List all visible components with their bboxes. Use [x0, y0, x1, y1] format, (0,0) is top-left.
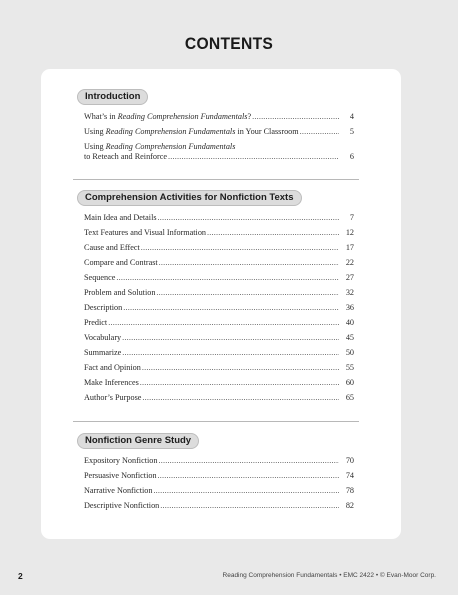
toc-entry [84, 501, 354, 516]
toc-entry [84, 378, 354, 393]
toc-entry [84, 393, 354, 408]
entry-title [84, 378, 139, 388]
toc-entry [84, 243, 354, 258]
dot-leader [168, 152, 339, 162]
toc-entry [84, 348, 354, 363]
page-number: 2 [18, 571, 23, 581]
entry-title-text: Using [84, 142, 106, 151]
entry-title [84, 258, 158, 268]
entry-title-text: Vocabulary [84, 333, 122, 342]
entry-title-text: Using [84, 127, 106, 136]
section-heading: Comprehension Activities for Nonfiction Texts [77, 190, 302, 206]
entry-title-text: Fact and Opinion [84, 363, 141, 372]
entry-title [84, 273, 115, 283]
entry-title [84, 243, 140, 253]
dot-leader [141, 243, 339, 253]
entry-title-text: Predict [84, 318, 108, 327]
toc-entry [84, 213, 354, 228]
dot-leader [158, 213, 339, 223]
entry-title-text: Text Features and Visual Information [84, 228, 207, 237]
entry-page-number: 45 [345, 333, 354, 342]
entry-title-text: Compare and Contrast [84, 258, 158, 267]
entry-title-text: in Your Classroom [235, 127, 299, 136]
toc-entry [84, 318, 354, 333]
entry-page-number: 17 [345, 243, 354, 252]
entry-title-text: Expository Nonfiction [84, 456, 158, 465]
entry-page-number: 5 [349, 127, 354, 136]
entry-title-text: What’s in [84, 112, 118, 121]
entry-page-number: 55 [345, 363, 354, 372]
toc-entry [84, 333, 354, 348]
entry-title-text: ? [247, 112, 252, 121]
dot-leader [122, 333, 339, 343]
entry-page-number: 36 [345, 303, 354, 312]
dot-leader [140, 378, 339, 388]
toc-entry [84, 486, 354, 501]
entry-title [84, 471, 157, 481]
entry-list [84, 213, 354, 408]
entry-page-number: 6 [349, 152, 354, 161]
entry-title-text: Main Idea and Details [84, 213, 157, 222]
toc-entry [84, 456, 354, 471]
toc-entry [84, 127, 354, 142]
entry-title-text: Problem and Solution [84, 288, 156, 297]
dot-leader [108, 318, 339, 328]
toc-entry [84, 258, 354, 273]
entry-page-number: 65 [345, 393, 354, 402]
entry-page-number: 27 [345, 273, 354, 282]
entry-title [84, 486, 152, 496]
entry-title-text: Descriptive Nonfiction [84, 501, 160, 510]
entry-title [84, 318, 107, 328]
page-title: CONTENTS [184, 34, 274, 53]
dot-leader [158, 471, 339, 481]
entry-title [84, 333, 121, 343]
entry-title-text: Make Inferences [84, 378, 139, 387]
dot-leader [122, 348, 339, 358]
entry-page-number: 82 [345, 501, 354, 510]
section-heading: Nonfiction Genre Study [77, 433, 199, 449]
dot-leader [156, 288, 339, 298]
entry-title-text: Author’s Purpose [84, 393, 142, 402]
entry-title-italic: Reading Comprehension Fundamentals [105, 127, 236, 136]
dot-leader [153, 486, 339, 496]
entry-page-number: 7 [349, 213, 354, 222]
entry-page-number: 60 [345, 378, 354, 387]
section-divider [73, 421, 359, 422]
entry-page-number: 32 [345, 288, 354, 297]
entry-page-number: 12 [345, 228, 354, 237]
toc-entry [84, 363, 354, 378]
entry-list [84, 456, 354, 516]
section-divider [73, 179, 359, 180]
entry-list [84, 112, 354, 167]
entry-title [84, 127, 299, 137]
dot-leader [160, 501, 339, 511]
entry-page-number: 40 [345, 318, 354, 327]
entry-title-text: Persuasive Nonfiction [84, 471, 157, 480]
entry-page-number: 70 [345, 456, 354, 465]
toc-entry [84, 273, 354, 288]
contents-card [41, 69, 401, 539]
dot-leader [300, 127, 339, 137]
footer-credit: Reading Comprehension Fundamentals • EMC 2422 • © Evan-Moor Corp. [222, 572, 436, 579]
dot-leader [123, 303, 339, 313]
toc-entry [84, 288, 354, 303]
entry-title [84, 228, 206, 238]
dot-leader [252, 112, 339, 122]
dot-leader [142, 393, 339, 403]
dot-leader [158, 456, 339, 466]
entry-title [84, 213, 157, 223]
entry-title-text: Narrative Nonfiction [84, 486, 153, 495]
section-heading: Introduction [77, 89, 148, 105]
dot-leader [116, 273, 339, 283]
entry-title [84, 456, 157, 466]
entry-title-text: Sequence [84, 273, 116, 282]
entry-title-italic: Reading Comprehension Fundamentals [105, 142, 236, 151]
entry-title [84, 112, 251, 122]
dot-leader [159, 258, 339, 268]
entry-title [84, 363, 141, 373]
entry-title-italic: Reading Comprehension Fundamentals [117, 112, 248, 121]
entry-line [84, 142, 354, 152]
toc-entry [84, 112, 354, 127]
entry-title-text: Cause and Effect [84, 243, 140, 252]
entry-page-number: 74 [345, 471, 354, 480]
toc-entry [84, 228, 354, 243]
entry-title [84, 303, 122, 313]
toc-entry [84, 142, 354, 167]
entry-title [84, 288, 155, 298]
toc-entry [84, 303, 354, 318]
entry-title [84, 348, 121, 358]
toc-entry [84, 471, 354, 486]
entry-page-number: 78 [345, 486, 354, 495]
entry-title [84, 501, 159, 511]
dot-leader [207, 228, 339, 238]
entry-page-number: 50 [345, 348, 354, 357]
entry-title-continued: to Reteach and Reinforce [84, 152, 167, 161]
entry-page-number: 4 [349, 112, 354, 121]
entry-title [84, 142, 235, 151]
entry-title-text: Summarize [84, 348, 122, 357]
entry-line [84, 152, 354, 162]
entry-title-text: Description [84, 303, 123, 312]
dot-leader [142, 363, 339, 373]
entry-page-number: 22 [345, 258, 354, 267]
entry-title [84, 393, 141, 403]
